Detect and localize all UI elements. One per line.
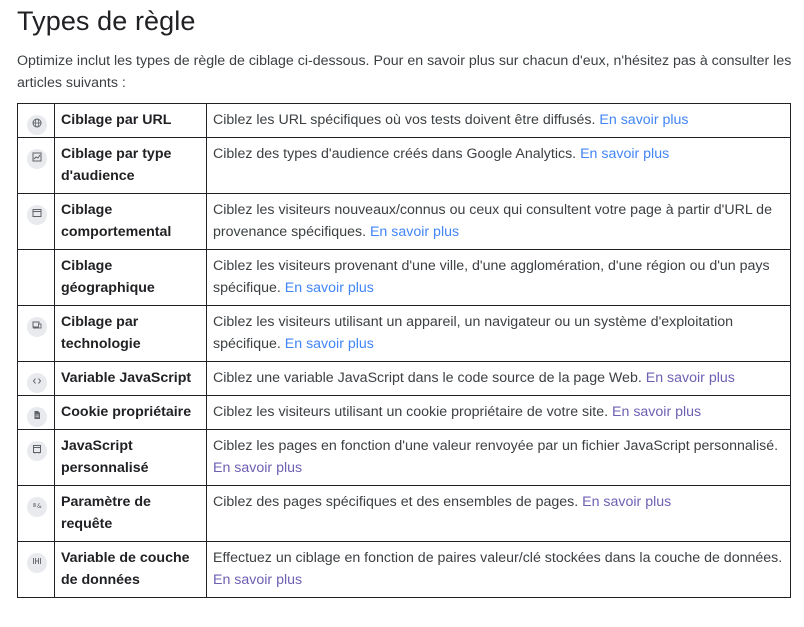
page-title: Types de règle [17, 6, 196, 36]
rule-description: Ciblez des pages spécifiques et des ensembles de pages. [213, 494, 579, 510]
analytics-chart-icon [27, 149, 47, 169]
svg-text:&: & [37, 503, 42, 510]
rule-description: Ciblez des types d'audience créés dans Google Analytics. [213, 146, 577, 162]
rule-name: Cookie propriétaire [55, 396, 207, 430]
rule-name: Variable JavaScript [55, 362, 207, 396]
table-row [18, 430, 791, 486]
intro-text: Optimize inclut les types de règle de ciblage ci-dessous. Pour en savoir plus sur chacun d'eux, n'hésitez pas à consulter les articles suivants : [17, 53, 792, 91]
table-row [18, 104, 791, 138]
learn-more-link[interactable]: En savoir plus [284, 336, 374, 352]
rule-types-table [17, 103, 791, 598]
table-row [18, 194, 791, 250]
rule-description: Ciblez une variable JavaScript dans le code source de la page Web. [213, 370, 642, 386]
rule-name: Ciblage comportemental [55, 194, 207, 250]
table-row [18, 250, 791, 306]
code-icon [27, 373, 47, 393]
table-row [18, 396, 791, 430]
learn-more-link[interactable]: En savoir plus [612, 404, 702, 420]
rule-description: Ciblez les visiteurs provenant d'une ville, d'une agglomération, d'une région ou d'un pays spécifique. [213, 258, 770, 296]
rule-name: Variable de couche de données [55, 542, 207, 598]
learn-more-link[interactable]: En savoir plus [213, 460, 303, 476]
rule-description: Ciblez les pages en fonction d'une valeur renvoyée par un fichier JavaScript personnalisé. [213, 438, 779, 454]
learn-more-link[interactable]: En savoir plus [213, 572, 303, 588]
table-row [18, 486, 791, 542]
rule-description: Ciblez les visiteurs utilisant un appareil, un navigateur ou un système d'exploitation spécifique. [213, 314, 734, 352]
table-row [18, 138, 791, 194]
empty-icon-slot [27, 258, 47, 278]
rule-name: Paramètre de requête [55, 486, 207, 542]
custom-script-icon [27, 441, 47, 461]
table-row [18, 542, 791, 598]
globe-icon [27, 115, 47, 135]
learn-more-link[interactable]: En savoir plus [582, 494, 672, 510]
learn-more-link[interactable]: En savoir plus [369, 224, 460, 240]
browser-window-icon [27, 205, 47, 225]
rule-name: Ciblage par technologie [55, 306, 207, 362]
rule-description: Ciblez les visiteurs utilisant un cookie propriétaire de votre site. [213, 404, 609, 420]
rule-name: Ciblage par URL [55, 104, 207, 138]
devices-icon [27, 317, 47, 337]
learn-more-link[interactable]: En savoir plus [599, 112, 689, 128]
document-icon [27, 407, 47, 427]
rule-name: JavaScript personnalisé [55, 430, 207, 486]
table-row [18, 362, 791, 396]
learn-more-link[interactable]: En savoir plus [645, 370, 735, 386]
data-layer-icon [27, 553, 47, 573]
learn-more-link[interactable]: En savoir plus [580, 146, 670, 162]
rule-description: Ciblez les URL spécifiques où vos tests doivent être diffusés. [213, 112, 596, 128]
rule-description: Effectuez un ciblage en fonction de paires valeur/clé stockées dans la couche de données. [213, 550, 783, 566]
rule-name: Ciblage par type d'audience [55, 138, 207, 194]
rule-name: Ciblage géographique [55, 250, 207, 306]
rule-description: Ciblez les visiteurs nouveaux/connus ou ceux qui consultent votre page à partir d'URL de provenance spécifiques. [213, 202, 772, 240]
table-row [18, 306, 791, 362]
query-param-icon [27, 497, 47, 517]
learn-more-link[interactable]: En savoir plus [284, 280, 374, 296]
